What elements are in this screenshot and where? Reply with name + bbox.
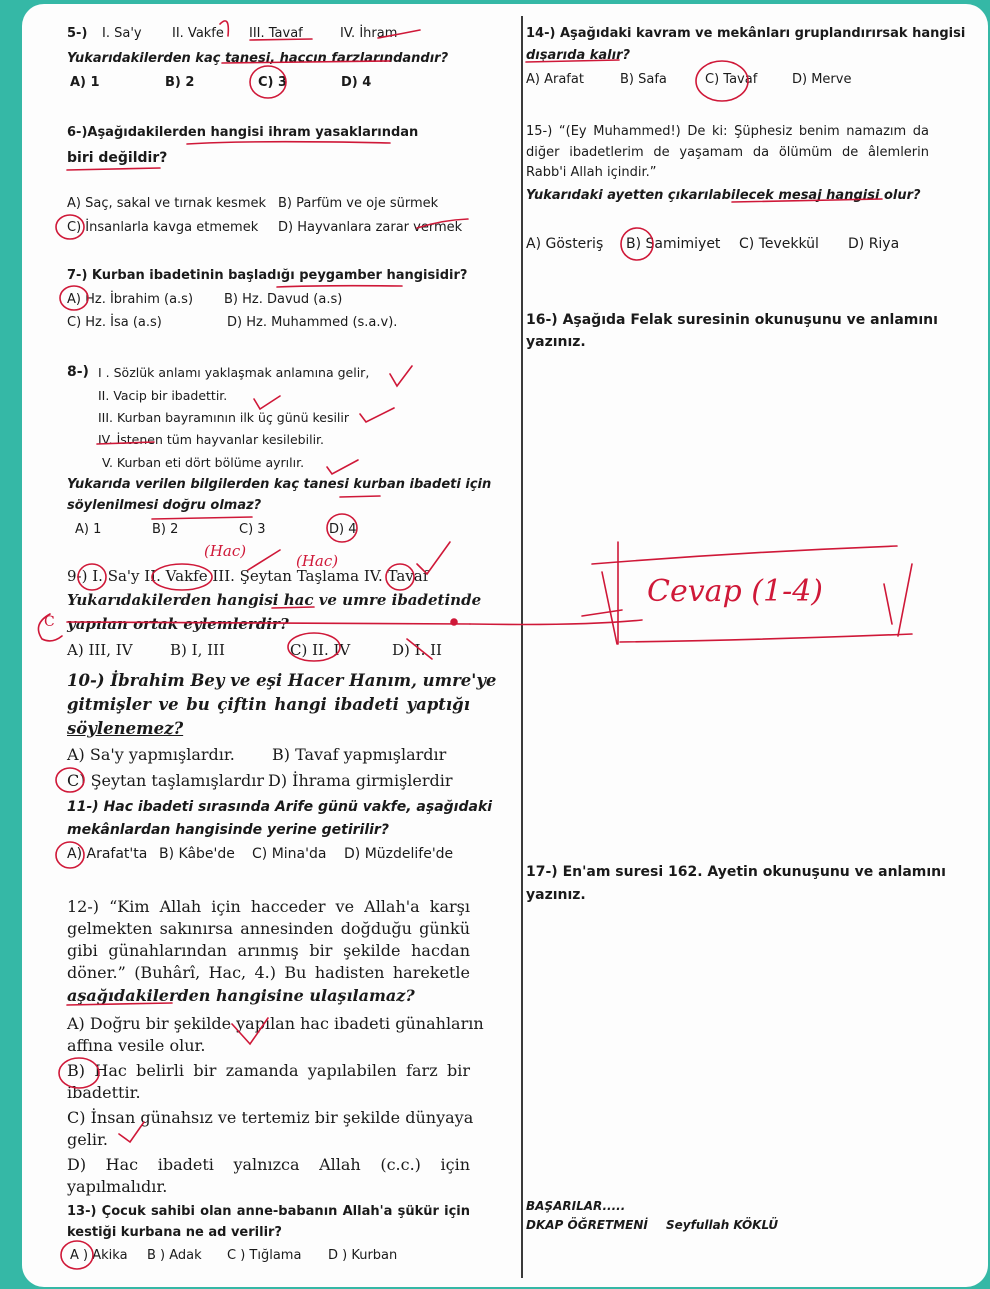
q10-question-line2: gitmişler ve bu çiftin hangi ibadeti yaptığı bbox=[67, 695, 470, 714]
q13-option-b: B ) Adak bbox=[147, 1248, 202, 1263]
q5-item-4: IV. İhram bbox=[340, 26, 398, 41]
q12-text-line3: gibi günahlarından arınmış bir şekilde hacdan bbox=[67, 941, 470, 960]
q14-option-c: C) Tavaf bbox=[705, 72, 758, 87]
q14-option-d: D) Merve bbox=[792, 72, 852, 87]
answer-box-bottom bbox=[620, 634, 912, 642]
q6-option-a: A) Saç, sakal ve tırnak kesmek bbox=[67, 196, 267, 211]
q9-underline-hac bbox=[272, 607, 314, 608]
q15-option-d: D) Riya bbox=[848, 236, 900, 252]
q8-check-5 bbox=[327, 460, 358, 474]
q7-option-d: D) Hz. Muhammed (s.a.v). bbox=[227, 315, 398, 330]
q5-item-1: I. Sa'y bbox=[102, 26, 142, 41]
red-ink-layer bbox=[22, 4, 988, 1287]
q16-question-line2: yazınız. bbox=[526, 334, 586, 350]
q14-question-line1: 14-) Aşağıdaki kavram ve mekânları gruplandırırsak hangisi bbox=[526, 26, 966, 41]
q5-circle-answer bbox=[250, 66, 286, 98]
q12-option-a-line2: affına vesile olur. bbox=[67, 1036, 206, 1055]
q11-option-d: D) Müzdelife'de bbox=[344, 846, 454, 862]
q10-question-line1: 10-) İbrahim Bey ve eşi Hacer Hanım, umre'ye bbox=[67, 671, 497, 690]
q8-option-d: D) 4 bbox=[329, 522, 357, 537]
q15-text-line3: Rabb'i Allah içindir.” bbox=[526, 165, 657, 180]
q9-strike-d bbox=[407, 639, 432, 659]
q5-question: Yukarıdakilerden kaç tanesi, haccın farzlarındandır? bbox=[67, 51, 449, 66]
q5-item-3: III. Tavaf bbox=[249, 26, 303, 41]
q7-question: 7-) Kurban ibadetinin başladığı peygamber hangisidir? bbox=[67, 268, 468, 283]
q8-option-c: C) 3 bbox=[239, 522, 266, 537]
q9-strike-3 bbox=[248, 550, 280, 570]
q11-question-line1: 11-) Hac ibadeti sırasında Arife günü vakfe, aşağıdaki bbox=[67, 799, 493, 815]
exam-sheet bbox=[22, 4, 988, 1287]
q6-underline-2 bbox=[67, 168, 160, 170]
q7-option-a: A) Hz. İbrahim (a.s) bbox=[67, 292, 194, 307]
q5-option-b: B) 2 bbox=[165, 75, 195, 90]
q13-question-line2: kestiği kurbana ne ad verilir? bbox=[67, 1225, 282, 1240]
q17-question-line1: 17-) En'am suresi 162. Ayetin okunuşunu ve anlamını bbox=[526, 864, 946, 880]
teacher-role: DKAP ÖĞRETMENİ bbox=[526, 1218, 648, 1232]
q9-option-d: D) I. II bbox=[392, 641, 442, 659]
q9-dot bbox=[451, 619, 457, 625]
q8-number: 8-) bbox=[67, 364, 89, 380]
teacher-name: Seyfullah KÖKLÜ bbox=[666, 1218, 779, 1232]
answer-box-label: Cevap (1-4) bbox=[647, 574, 824, 609]
q13-option-d: D ) Kurban bbox=[328, 1248, 398, 1263]
q10-option-a: A) Sa'y yapmışlardır. bbox=[67, 745, 235, 764]
q5-underline-question bbox=[222, 61, 390, 63]
q9-question-line1: Yukarıdakilerden hangisi hac ve umre ibadetinde bbox=[67, 591, 482, 609]
q8-item-2: II. Vacip bir ibadettir. bbox=[98, 388, 228, 403]
q9-check bbox=[417, 542, 450, 574]
q8-underline-kurban bbox=[340, 496, 380, 497]
q14-question-line2: dışarıda kalır? bbox=[526, 48, 631, 63]
q5-check-mark bbox=[220, 21, 228, 36]
q6-circle-answer bbox=[56, 215, 84, 239]
answer-box-right-1 bbox=[884, 584, 892, 624]
q10-circle-answer bbox=[56, 768, 84, 792]
q8-item-4: IV. İstenen tüm hayvanlar kesilebilir. bbox=[98, 432, 325, 447]
q8-circle-answer bbox=[327, 514, 357, 542]
answer-box-right-2 bbox=[898, 564, 912, 636]
q12-option-a-line1: A) Doğru bir şekilde yapılan hac ibadeti günahların bbox=[67, 1014, 484, 1033]
q5-underline-tavaf bbox=[250, 39, 312, 40]
q7-underline bbox=[277, 286, 402, 287]
q7-option-b: B) Hz. Davud (a.s) bbox=[224, 292, 343, 307]
q8-question-line1: Yukarıda verilen bilgilerden kaç tanesi kurban ibadeti için bbox=[67, 477, 492, 492]
q9-option-c: C) II. IV bbox=[290, 641, 351, 659]
q9-note-answer: C bbox=[44, 614, 55, 630]
q15-question: Yukarıdaki ayetten çıkarılabilecek mesaj hangisi olur? bbox=[526, 188, 921, 203]
q16-question-line1: 16-) Aşağıda Felak suresinin okunuşunu ve anlamını bbox=[526, 312, 938, 328]
q8-check-1 bbox=[390, 366, 412, 386]
q11-circle-answer bbox=[56, 842, 84, 868]
q8-option-a: A) 1 bbox=[75, 522, 102, 537]
q15-option-b: B) Samimiyet bbox=[626, 236, 721, 252]
q11-option-a: A) Arafat'ta bbox=[67, 846, 148, 862]
q13-circle-answer bbox=[61, 1241, 93, 1269]
q8-question-line2: söylenilmesi doğru olmaz? bbox=[67, 498, 262, 513]
q12-circle-answer bbox=[59, 1058, 99, 1088]
q6-question-line1: 6-)Aşağıdakilerden hangisi ihram yasaklarından bbox=[67, 125, 419, 140]
q15-underline bbox=[732, 199, 882, 202]
q5-underline-ihram bbox=[378, 30, 420, 38]
q12-text-line4: döner.” (Buhârî, Hac, 4.) Bu hadisten hareketle bbox=[67, 963, 470, 982]
q6-question-line2: biri değildir? bbox=[67, 150, 168, 166]
q10-option-b: B) Tavaf yapmışlardır bbox=[272, 745, 447, 764]
q6-underline bbox=[187, 142, 390, 144]
q12-option-b-line1: B) Hac belirli bir zamanda yapılabilen farz bir bbox=[67, 1061, 470, 1080]
q10-option-d: D) İhrama girmişlerdir bbox=[268, 771, 453, 790]
q6-option-c: C) İnsanlarla kavga etmemek bbox=[67, 220, 259, 235]
q9-items: 9-) I. Sa'y II. Vakfe III. Şeytan Taşlama IV. Tavaf bbox=[67, 567, 429, 585]
q5-option-a: A) 1 bbox=[70, 75, 100, 90]
q9-note-hac-1: (Hac) bbox=[204, 542, 247, 560]
q12-check-a bbox=[232, 1018, 268, 1044]
q9-circle-1 bbox=[78, 564, 106, 590]
q13-option-c: C ) Tığlama bbox=[227, 1248, 302, 1263]
q12-question: aşağıdakilerden hangisine ulaşılamaz? bbox=[67, 986, 415, 1005]
q7-circle-answer bbox=[60, 286, 88, 310]
q9-question-line2: yapılan ortak eylemlerdir? bbox=[67, 615, 289, 633]
answer-box-left-2 bbox=[602, 572, 617, 644]
answer-box-top bbox=[592, 546, 897, 564]
q9-option-b: B) I, III bbox=[170, 641, 225, 659]
q14-option-b: B) Safa bbox=[620, 72, 667, 87]
q12-check-c bbox=[119, 1122, 144, 1142]
q12-option-d-line1: D) Hac ibadeti yalnızca Allah (c.c.) için bbox=[67, 1155, 470, 1174]
q6-option-b: B) Parfüm ve oje sürmek bbox=[278, 196, 439, 211]
q10-question-line3: söylenemez? bbox=[67, 719, 184, 738]
q9-circle-2 bbox=[152, 564, 212, 590]
q5-option-c: C) 3 bbox=[258, 75, 288, 90]
q11-option-b: B) Kâbe'de bbox=[159, 846, 235, 862]
q15-text-line2: diğer ibadetlerim de yaşamam da ölümüm de âlemlerin bbox=[526, 145, 929, 160]
q5-option-d: D) 4 bbox=[341, 75, 372, 90]
q8-strike-4 bbox=[97, 442, 154, 444]
q11-question-line2: mekânlardan hangisinde yerine getirilir? bbox=[67, 822, 389, 838]
q8-underline-dogru bbox=[152, 517, 252, 519]
q9-connector bbox=[470, 620, 642, 625]
q9-circle-answer bbox=[288, 633, 340, 661]
q12-option-c-line2: gelir. bbox=[67, 1130, 108, 1149]
q8-option-b: B) 2 bbox=[152, 522, 179, 537]
q8-check-3 bbox=[360, 408, 394, 422]
q5-number: 5-) bbox=[67, 26, 88, 41]
q12-option-c-line1: C) İnsan günahsız ve tertemiz bir şekilde dünyaya bbox=[67, 1108, 474, 1127]
q12-text-line2: gelmekten sakınırsa annesinden doğduğu günkü bbox=[67, 919, 470, 938]
q13-question-line1: 13-) Çocuk sahibi olan anne-babanın Allah'a şükür için bbox=[67, 1204, 470, 1219]
q9-option-a: A) III, IV bbox=[67, 641, 133, 659]
answer-box-arrow bbox=[582, 610, 622, 616]
q14-circle-answer bbox=[696, 61, 748, 101]
q12-option-b-line2: ibadettir. bbox=[67, 1083, 141, 1102]
q8-check-2 bbox=[254, 396, 280, 409]
q7-option-c: C) Hz. İsa (a.s) bbox=[67, 315, 162, 330]
q13-option-a: A ) Akika bbox=[70, 1248, 128, 1263]
q11-option-c: C) Mina'da bbox=[252, 846, 327, 862]
q8-item-1: I . Sözlük anlamı yaklaşmak anlamına gelir, bbox=[98, 365, 370, 380]
q14-option-a: A) Arafat bbox=[526, 72, 584, 87]
q9-circle-4 bbox=[386, 564, 414, 590]
q10-option-c: C) Şeytan taşlamışlardır bbox=[67, 771, 265, 790]
q8-item-3: III. Kurban bayramının ilk üç günü kesilir bbox=[98, 410, 350, 425]
q6-underline-d bbox=[417, 219, 468, 228]
q15-text-line1: 15-) “(Ey Muhammed!) De ki: Şüphesiz benim namazım da bbox=[526, 124, 929, 139]
q12-text-line1: 12-) “Kim Allah için hacceder ve Allah'a karşı bbox=[67, 897, 470, 916]
q15-option-c: C) Tevekkül bbox=[739, 236, 819, 252]
q8-item-5: V. Kurban eti dört bölüme ayrılır. bbox=[102, 455, 305, 470]
q17-question-line2: yazınız. bbox=[526, 887, 586, 903]
q15-circle-answer bbox=[621, 228, 653, 260]
q9-note-hac-2: (Hac) bbox=[296, 552, 339, 570]
q5-item-2: II. Vakfe bbox=[172, 26, 224, 41]
q9-long-line bbox=[67, 622, 470, 624]
q15-option-a: A) Gösteriş bbox=[526, 236, 604, 252]
q12-underline bbox=[67, 1003, 172, 1005]
good-luck-text: BAŞARILAR..... bbox=[526, 1199, 626, 1213]
q12-option-d-line2: yapılmalıdır. bbox=[67, 1177, 168, 1196]
q6-option-d: D) Hayvanlara zarar vermek bbox=[278, 220, 463, 235]
q14-underline bbox=[526, 60, 619, 62]
